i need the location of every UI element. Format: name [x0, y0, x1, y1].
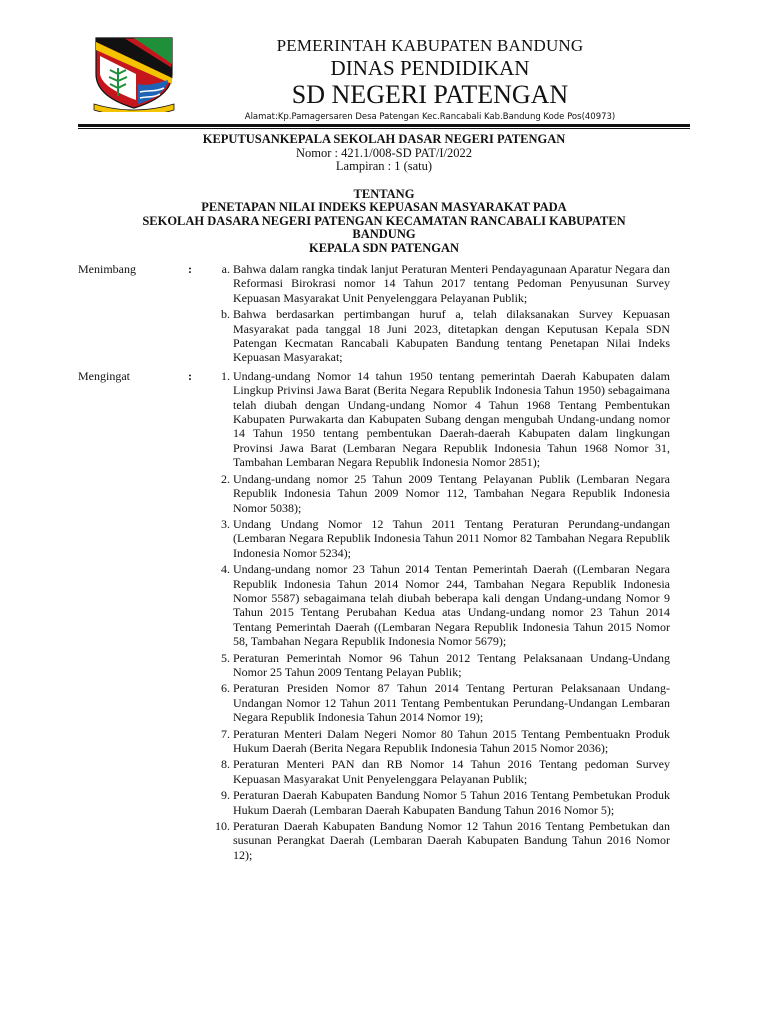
section-menimbang — [78, 262, 670, 365]
list-item-text: Bahwa dalam rangka tindak lanjut Peraturan Menteri Pendayagunaan Aparatur Negara dan Reformasi Birokrasi nomor 14 Tahun 2017 tentang Pedoman Penyusunan Survey Kepuasan Masyarakat Unit Penyelenggara Pelayanan Publik; — [233, 262, 670, 305]
list-item — [208, 472, 670, 515]
list-item-text: Undang Undang Nomor 12 Tahun 2011 Tentang Peraturan Perundang-undangan (Lembaran Negara Republik Indonesia Tahun 2011 Nomor 82 Tambahan Negara Republik Indonesia Nomor 5234); — [233, 516, 670, 560]
list-item-text: Peraturan Daerah Kabupaten Bandung Nomor 12 Tahun 2016 Tentang Pembetukan dan susunan Perangkat Daerah (Lembaran Daerah Kabupaten Bandung Tahun 2016 Nomor 12); — [233, 819, 670, 862]
decree-body — [78, 262, 670, 864]
decree-number: Nomor : 421.1/008-SD PAT/I/2022 — [296, 145, 472, 160]
list-item-number: 6. — [221, 681, 230, 696]
decree-subject-line: PENETAPAN NILAI INDEKS KEPUASAN MASYARAKAT PADA — [201, 200, 567, 214]
list-item — [208, 757, 670, 786]
list-item — [208, 369, 670, 470]
list-item-number: b. — [221, 307, 230, 322]
list-item-text: Peraturan Presiden Nomor 87 Tahun 2014 Tentang Perturan Pelaksanaan Undang-Undangan Nomor 12 Tahun 2011 Tentang Pembentukan Perundang-Undangan Lembaran Negara Republik Indonesia Tahun 2014 Nomor 19); — [233, 681, 670, 725]
list-item-number: 8. — [221, 757, 230, 772]
list-item — [208, 262, 670, 305]
list-item-number: 3. — [221, 516, 230, 531]
decree-attachment: Lampiran : 1 (satu) — [335, 159, 433, 173]
list-item-number: 4. — [221, 562, 230, 577]
school-address: Alamat:Kp.Pamagersaren Desa Patengan Kec.Rancabali Kab.Bandung Kode Pos(40973) — [244, 112, 616, 122]
list-item-number: 9. — [221, 788, 230, 803]
section-mengingat — [78, 369, 670, 862]
list-item — [208, 517, 670, 560]
decree-heading: KEPUTUSANKEPALA SEKOLAH DASAR NEGERI PATENGAN — [202, 132, 566, 146]
list-item — [208, 562, 670, 648]
decree-title-block — [78, 133, 690, 255]
list-item — [208, 788, 670, 817]
list-item-text: Undang-undang Nomor 14 tahun 1950 tentang pemerintah Daerah Kabupaten dalam Lingkup Privinsi Jawa Barat (Berita Negara Republik Indonesia Tahun 1950) sebagaimana telah diubah dengan Undang-undang Nomor 4 Tahun 1968 Tentang Pembentukan Kabupaten Purwakarta dan Kabupaten Subang dengan mengubah Undang-undang nomor 14 Tahun 1950 tentang pembentukan Daerah-daerah Kabupaten dalam lingkungan Provinsi Jawa Barat (Lembaran Negara Republik Indonesia Tahun 1968 Nomor 31, Tambahan Lembaran Negara Republik Indonesia Nomor 2851); — [233, 368, 670, 470]
list-item — [208, 307, 670, 365]
list-item-text: Undang-undang nomor 23 Tahun 2014 Tentan Pemerintah Daerah ((Lembaran Negara Republik Indonesia Tahun 2014 Nomor 244, Tambahan Negara Republik Indonesia Nomor 5587) sebagaimana telah diubah beberapa kali dengan Undang-undang Nomor 9 Tahun 2015 Tentang Perubahan Kedua atas Undang-undang nomor 23 Tahun 2014 Tentang Pemerintah Daerah ((Lembaran Negara Republik Indonesia Tahun 2015 Nomor 58, Tambahan Negara Republik Indonesia Nomor 5679); — [233, 562, 670, 649]
list-item-number: 5. — [221, 650, 230, 665]
department-name: DINAS PENDIDIKAN — [330, 56, 530, 80]
list-item-number: 2. — [221, 471, 230, 486]
section-label: Mengingat — [78, 368, 130, 383]
decree-about: TENTANG — [353, 186, 415, 201]
section-label: Menimbang — [78, 262, 136, 276]
list-item-number: a. — [221, 262, 230, 276]
section-colon: : — [188, 368, 192, 383]
list-item-text: Undang-undang nomor 25 Tahun 2009 Tentang Pelayanan Publik (Lembaran Negara Republik Indonesia Tahun 2009 Nomor 112, Tambahan Negara Republik Indonesia Nomor 5038); — [233, 471, 670, 515]
legal-basis-list — [208, 369, 670, 862]
decree-subject-line: KEPALA SDN PATENGAN — [308, 240, 459, 255]
list-item — [208, 819, 670, 862]
list-item — [208, 727, 670, 756]
header-divider-thin — [78, 128, 690, 129]
list-item-number: 10. — [215, 819, 230, 834]
decree-subject-line: SEKOLAH DASARA NEGERI PATENGAN KECAMATAN RANCABALI KABUPATEN — [142, 213, 626, 228]
list-item-text: Peraturan Pemerintah Nomor 96 Tahun 2012 Tentang Pelaksanaan Undang-Undang Nomor 25 Tahun 2009 Tentang Pelayan Publik; — [233, 650, 670, 679]
list-item-text: Bahwa berdasarkan pertimbangan huruf a, telah dilaksanakan Survey Kepuasan Masyarakat pada tanggal 18 Juni 2023, ditetapkan dengan Keputusan Kepala SDN Patengan Kecmatan Rancabali Kabupaten Bandung tentang Penetapan Nilai Indeks Kepuasan Masyarakat; — [233, 307, 670, 365]
school-name: SD NEGERI PATENGAN — [291, 80, 569, 109]
list-item-text: Peraturan Daerah Kabupaten Bandung Nomor 5 Tahun 2016 Tentang Pembetukan Produk Hukum Daerah (Lembaran Daerah Kabupaten Bandung Tahun 2016 Nomor 5); — [233, 788, 670, 817]
header-divider-thick — [78, 124, 690, 127]
list-item — [208, 681, 670, 724]
list-item-text: Peraturan Menteri Dalam Negeri Nomor 80 Tahun 2015 Tentang Pembentuakn Produk Hukum Daerah (Berita Negara Republik Indonesia Tahun 2015 Nomor 2036); — [233, 726, 670, 755]
list-item-text: Peraturan Menteri PAN dan RB Nomor 14 Tahun 2016 Tentang pedoman Survey Kepuasan Masyarakat Unit Penyelenggara Pelayanan Publik; — [233, 757, 670, 786]
list-item-number: 1. — [221, 368, 230, 383]
section-colon: : — [188, 262, 192, 276]
list-item — [208, 651, 670, 680]
letterhead — [190, 36, 670, 123]
considerations-list — [208, 262, 670, 365]
kabupaten-bandung-emblem-icon — [90, 34, 178, 112]
list-item-number: 7. — [221, 726, 230, 741]
government-name: PEMERINTAH KABUPATEN BANDUNG — [276, 36, 584, 55]
decree-subject-line: BANDUNG — [352, 227, 416, 241]
